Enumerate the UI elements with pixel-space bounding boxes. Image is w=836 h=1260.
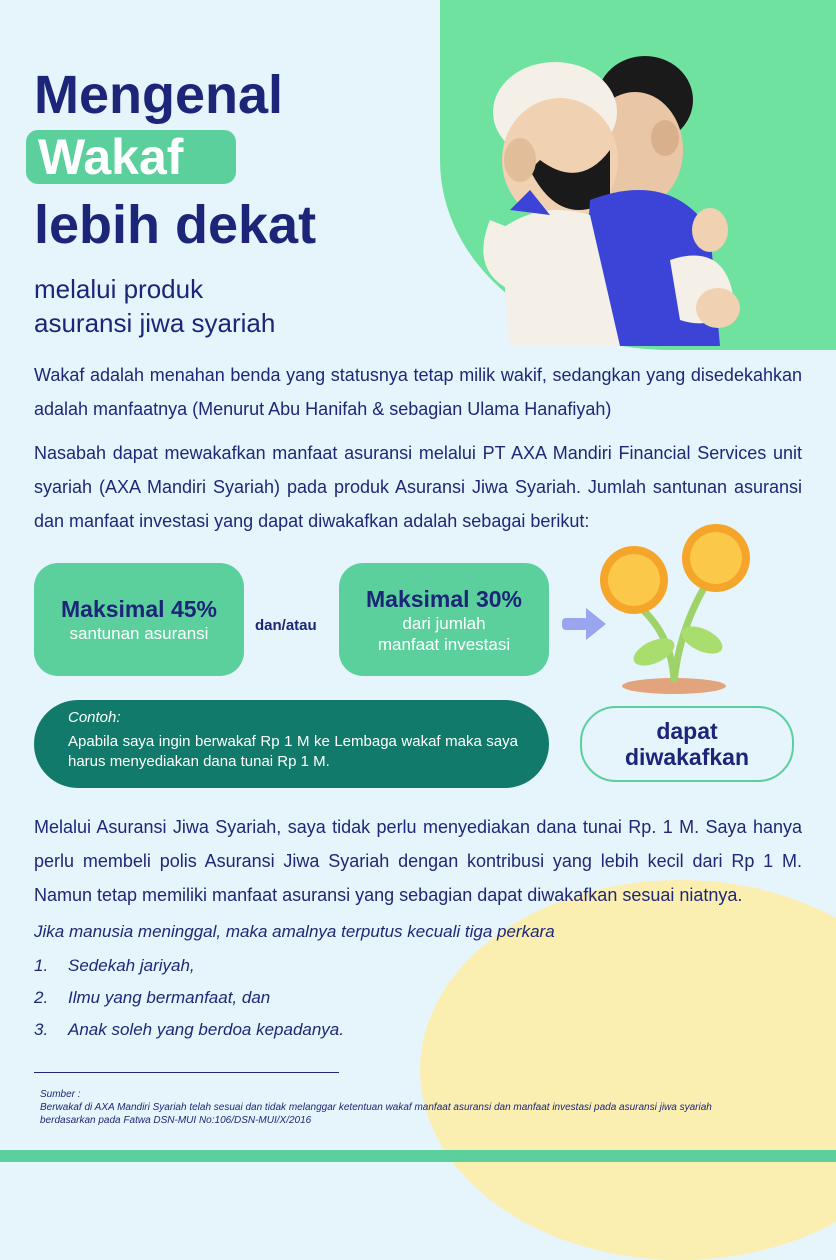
- connector-label: dan/atau: [255, 617, 317, 634]
- example-label: Contoh:: [68, 709, 121, 726]
- melalui-paragraph: Melalui Asuransi Jiwa Syariah, saya tidak perlu menyediakan dana tunai Rp. 1 M. Saya hanya perlu membeli polis Asuransi Jiwa Syariah dengan kontribusi yang lebih kecil dari Rp 1 M. Namun tetap memiliki manfaat asuransi yang sebagian dapat diwakafkan sesuai niatnya.: [34, 817, 802, 905]
- max-30-text-line-2: manfaat investasi: [377, 634, 511, 654]
- nasabah-paragraph: Nasabah dapat mewakafkan manfaat asuransi melalui PT AXA Mandiri Financial Services unit syariah (AXA Mandiri Syariah) pada produk Asuransi Jiwa Syariah. Jumlah santunan asuransi dan manfaat investasi yang dapat diwakafkan adalah sebagai berikut:: [34, 443, 802, 531]
- hadith-list: [34, 956, 344, 1052]
- subtitle: [34, 272, 275, 340]
- list-item: 1. Sedekah jariyah,: [34, 956, 195, 975]
- title-line-3: lebih dekat: [34, 195, 317, 255]
- max-45-title: Maksimal 45%: [61, 596, 217, 622]
- subtitle-line-2: asuransi jiwa syariah: [34, 308, 276, 338]
- max-30-text-line-1: dari jumlah: [402, 613, 486, 633]
- source-text: Berwakaf di AXA Mandiri Syariah telah sesuai dan tidak melanggar ketentuan wakaf manfaat asuransi dan manfaat investasi pada asuransi jiwa syariah berdasarkan pada Fatwa DSN-MUI No:106/DSN-MUI/X/2016: [40, 1102, 712, 1126]
- title-line-1: Mengenal: [34, 65, 284, 125]
- source-note: [40, 1088, 740, 1127]
- max-45-box: [34, 563, 244, 676]
- bottom-bar: [0, 1150, 836, 1162]
- list-item: 2. Ilmu yang bermanfaat, dan: [34, 988, 271, 1007]
- max-45-text: santunan asuransi: [69, 624, 209, 643]
- definition-paragraph: Wakaf adalah menahan benda yang statusnya tetap milik wakif, sedangkan yang disedekahkan adalah manfaatnya (Menurut Abu Hanifah & sebagian Ulama Hanafiyah): [34, 365, 802, 419]
- title-highlight: Wakaf: [38, 129, 184, 185]
- example-box: [34, 700, 549, 788]
- source-label: Sumber :: [40, 1089, 81, 1100]
- subtitle-line-1: melalui produk: [34, 274, 204, 304]
- hugging-people-illustration: [470, 40, 760, 346]
- dapat-diwakafkan-line-2: diwakafkan: [625, 744, 749, 770]
- dapat-diwakafkan-badge: [580, 706, 794, 782]
- max-30-title: Maksimal 30%: [366, 585, 522, 612]
- dapat-diwakafkan-line-1: dapat: [656, 718, 718, 744]
- max-30-box: [339, 563, 549, 676]
- example-text: Apabila saya ingin berwakaf Rp 1 M ke Lembaga wakaf maka saya harus menyediakan dana tunai Rp 1 M.: [68, 733, 518, 770]
- source-divider: [34, 1072, 339, 1073]
- hadith-intro: Jika manusia meninggal, maka amalnya terputus kecuali tiga perkara: [34, 922, 555, 941]
- coin-plant-icon: [594, 522, 764, 694]
- list-item: 3. Anak soleh yang berdoa kepadanya.: [34, 1020, 344, 1039]
